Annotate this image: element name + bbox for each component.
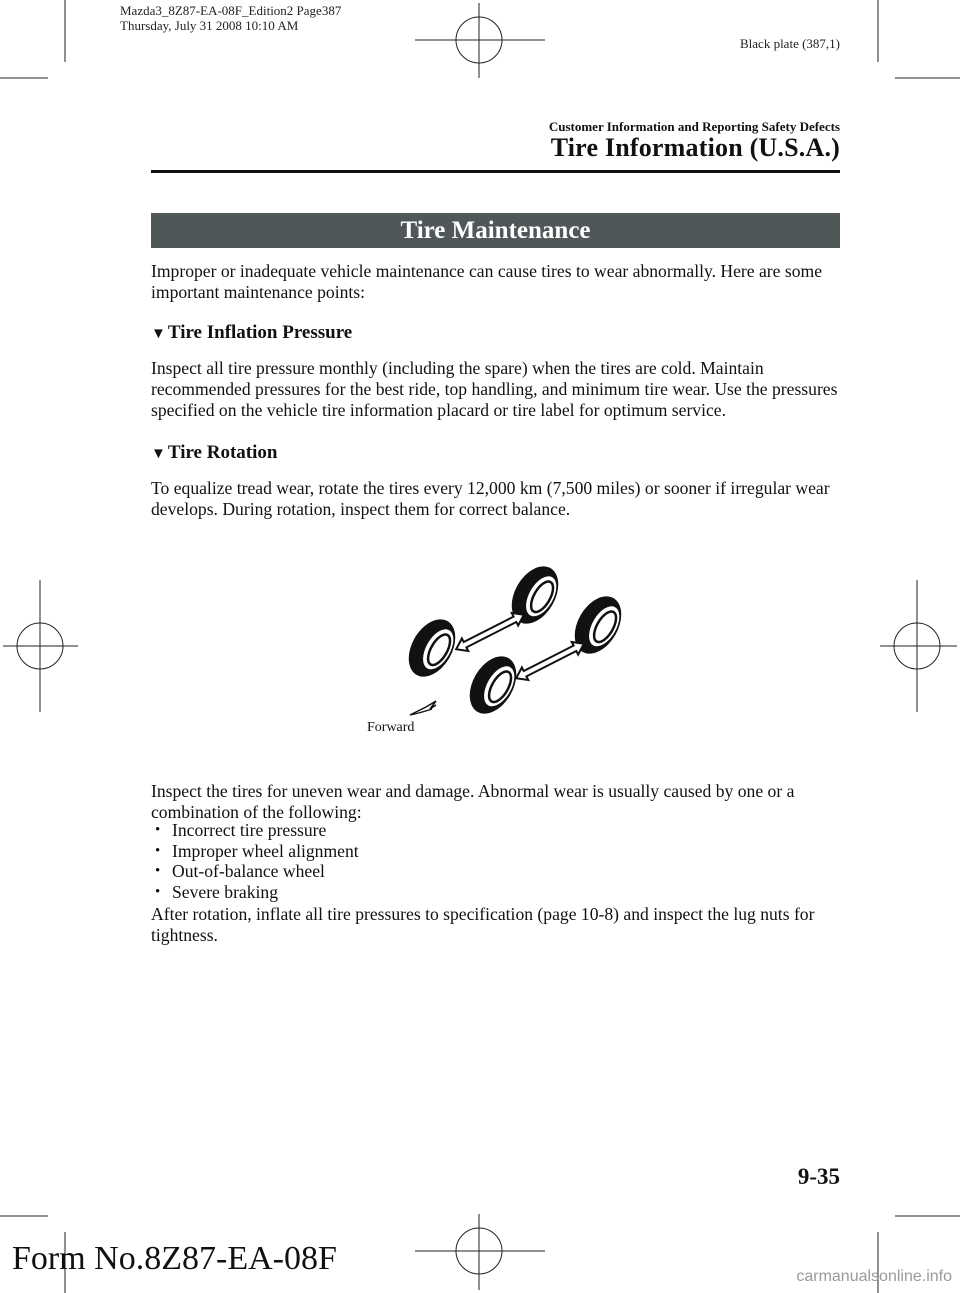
forward-label: Forward <box>367 720 415 735</box>
page-title: Tire Information (U.S.A.) <box>550 133 840 162</box>
forward-arrow-icon <box>410 701 436 715</box>
list-item: • Out-of-balance wheel <box>151 861 841 882</box>
rotation-arrow-left-icon <box>453 609 527 656</box>
list-item: • Severe braking <box>151 882 841 903</box>
intro-paragraph: Improper or inadequate vehicle maintenance can cause tires to wear abnormally. Here are some important maintenance points: <box>151 261 823 302</box>
section-banner: Tire Maintenance <box>151 213 840 248</box>
print-file-line: Mazda3_8Z87-EA-08F_Edition2 Page387 <box>120 3 342 18</box>
header-divider <box>151 170 840 173</box>
watermark: carmanualsonline.info <box>796 1268 952 1285</box>
form-number: Form No.8Z87-EA-08F <box>12 1240 337 1277</box>
rotation-arrow-right-icon <box>513 638 587 685</box>
after-rotation-paragraph: After rotation, inflate all tire pressures to specification (page 10-8) and inspect the lug nuts for tightness. <box>151 904 815 945</box>
subheading-inflation-text: Tire Inflation Pressure <box>167 322 353 343</box>
list-item: • Improper wheel alignment <box>151 841 841 862</box>
tire-rear-right-icon <box>460 648 526 722</box>
list-item: • Incorrect tire pressure <box>151 820 841 841</box>
tire-rotation-diagram <box>380 555 640 735</box>
causes-list <box>151 820 841 902</box>
subheading-inflation <box>151 322 352 344</box>
print-date-line: Thursday, July 31 2008 10:10 AM <box>120 18 299 33</box>
subheading-rotation <box>151 442 277 464</box>
tire-rear-left-icon <box>399 611 465 685</box>
page-number: 9-35 <box>797 1164 840 1189</box>
rotation-paragraph: To equalize tread wear, rotate the tires every 12,000 km (7,500 miles) or sooner if irregular wear develops. During rotation, inspect them for correct balance. <box>151 478 830 519</box>
subheading-rotation-text: Tire Rotation <box>167 442 278 463</box>
inspect-paragraph: Inspect the tires for uneven wear and damage. Abnormal wear is usually caused by one or a combination of the following: <box>151 781 795 822</box>
triangle-marker-icon: ▼ <box>151 326 166 342</box>
plate-label: Black plate (387,1) <box>740 36 840 51</box>
header-section-label: Customer Information and Reporting Safety Defects <box>548 119 840 134</box>
inflation-paragraph: Inspect all tire pressure monthly (including the spare) when the tires are cold. Maintain recommended pressures for the best ride, top handling, and minimum tire wear. Use the pressures specified on the vehicle tire information placard or tire label for optimum service. <box>151 358 838 420</box>
triangle-marker-icon: ▼ <box>151 446 166 462</box>
